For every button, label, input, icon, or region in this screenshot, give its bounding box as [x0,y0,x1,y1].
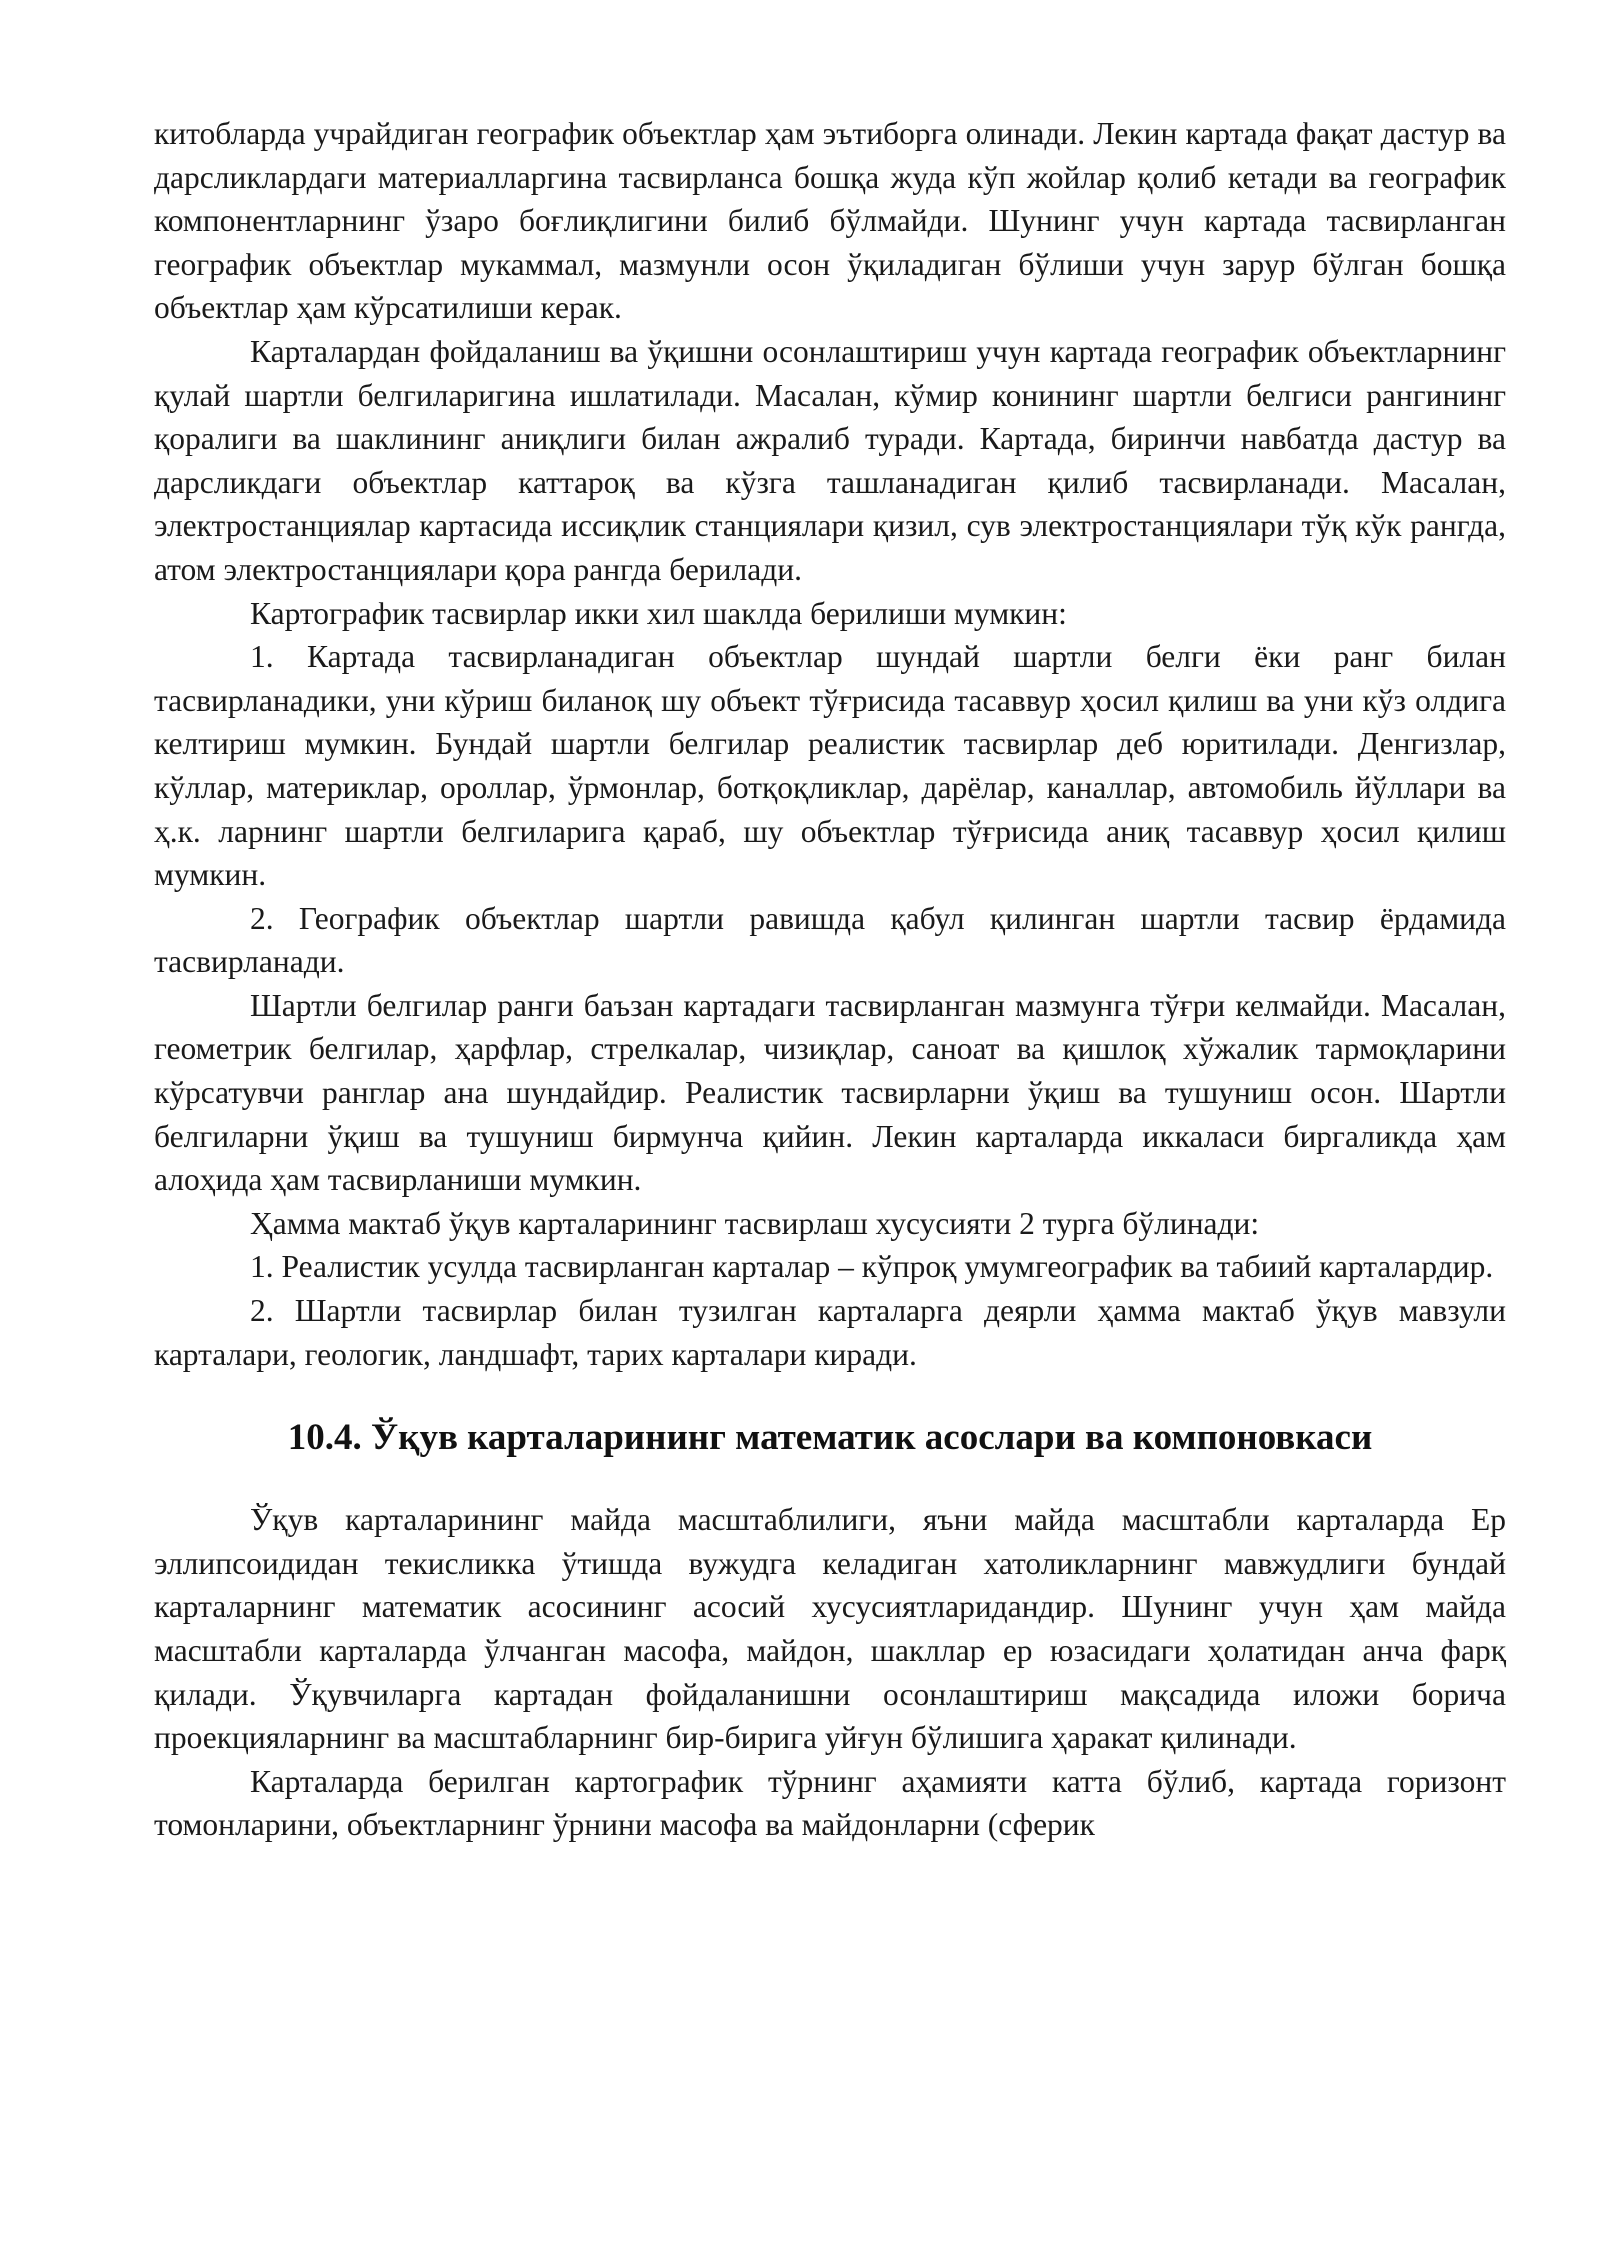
section-heading: 10.4. Ўқув карталарининг математик асослари ва компоновкаси [287,1417,1373,1459]
paragraph: Картографик тасвирлар икки хил шаклда берилиши мумкин: [250,595,1067,631]
numbered-paragraph: 2. Географик объектлар шартли равишда қабул қилинган шартли тасвир ёрдамида тасвирланади. [154,900,1506,980]
paragraph: Ҳамма мактаб ўқув карталарининг тасвирлаш хусусияти 2 турга бўлинади: [250,1205,1260,1241]
paragraph: Ўқув карталарининг майда масштаблилиги, яъни майда масштабли карталарда Ер эллипсоидидан текисликка ўтишда вужудга келадиган хатоликларнинг мавжудлиги бундай карталарнинг математик асосининг асосий хусусиятларидандир. Шунинг учун ҳам майда масштабли карталарда ўлчанган масофа, майдон, шакллар ер юзасидаги ҳолатидан анча фарқ қилади. Ўқувчиларга картадан фойдаланишни осонлаштириш мақсадида иложи борича проекцияларнинг ва масштабларнинг бир-бирига уйғун бўлишига ҳаракат қилинади. [154,1502,1506,1756]
paragraph: Карталарда берилган картографик тўрнинг аҳамияти катта бўлиб, картада горизонт томонларини, объектларнинг ўрнини масофа ва майдонларни (сферик [154,1763,1506,1843]
numbered-paragraph: 1. Картада тасвирланадиган объектлар шундай шартли белги ёки ранг билан тасвирланадики, уни кўриш биланоқ шу объект тўғрисида тасаввур ҳосил қилиш ва уни кўз олдига келтириш мумкин. Бундай шартли белгилар реалистик тасвирлар деб юритилади. Денгизлар, кўллар, материклар, ороллар, ўрмонлар, ботқоқликлар, дарёлар, каналлар, автомобиль йўллари ва ҳ.к. ларнинг шартли белгиларига қараб, шу объектлар тўғрисида аниқ тасаввур ҳосил қилиш мумкин. [154,639,1506,893]
paragraph: китобларда учрайдиган географик объектлар ҳам эътиборга олинади. Лекин картада фақат дастур ва дарсликлардаги материалларгина тасвирланса бошқа жуда кўп жойлар қолиб кетади ва географик компонентларнинг ўзаро боғлиқлигини билиб бўлмайди. Шунинг учун картада тасвирланган географик объектлар мукаммал, мазмунли осон ўқиладиган бўлиши учун зарур бўлган бошқа объектлар ҳам кўрсатилиши керак. [154,116,1506,326]
numbered-paragraph: 2. Шартли тасвирлар билан тузилган карталарга деярли ҳамма мактаб ўқув мавзули карталари, геологик, ландшафт, тарих карталари киради. [154,1293,1506,1372]
paragraph: Шартли белгилар ранги баъзан картадаги тасвирланган мазмунга тўғри келмайди. Масалан, геометрик белгилар, ҳарфлар, стрелкалар, чизиқлар, саноат ва қишлоқ хўжалик тармоқларини кўрсатувчи ранглар ана шундайдир. Реалистик тасвирларни ўқиш ва тушуниш осон. Шартли белгиларни ўқиш ва тушуниш бирмунча қийин. Лекин карталарда иккаласи биргаликда ҳам алоҳида ҳам тасвирланиши мумкин. [154,987,1506,1198]
document-body [154,112,1506,1847]
numbered-paragraph: 1. Реалистик усулда тасвирланган карталар – кўпроқ умумгеографик ва табиий карталардир. [250,1249,1494,1285]
paragraph: Карталардан фойдаланиш ва ўқишни осонлаштириш учун картада географик объектларнинг қулай шартли белгиларигина ишлатилади. Масалан, кўмир конининг шартли белгиси рангининг қоралиги ва шаклининг аниқлиги билан ажралиб туради. Картада, биринчи навбатда дастур ва дарсликдаги объектлар каттароқ ва кўзга ташланадиган қилиб тасвирланади. Масалан, электростанциялар картасида иссиқлик станциялари қизил, сув электростанциялари тўқ кўк рангда, атом электростанциялари қора рангда берилади. [154,333,1506,587]
